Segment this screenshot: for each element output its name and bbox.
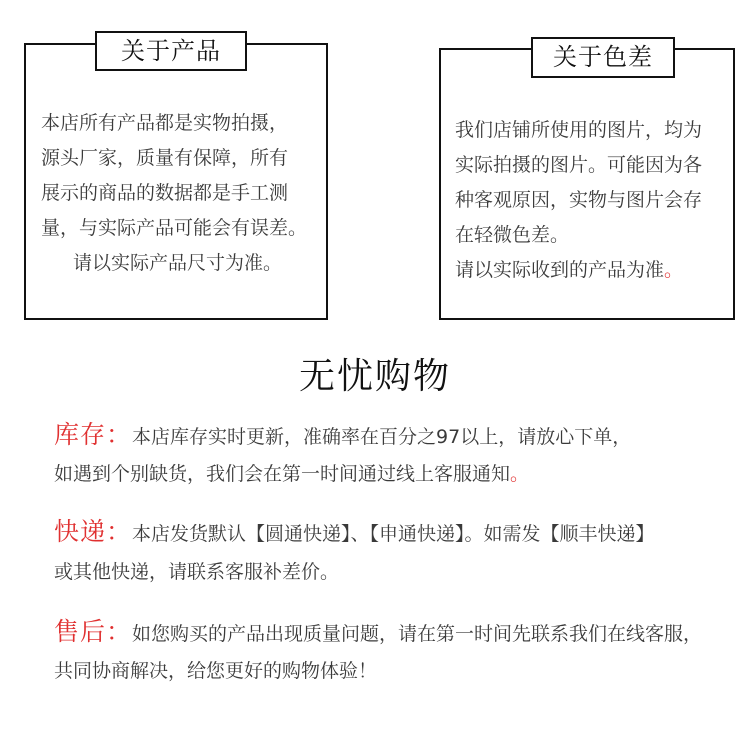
about-product-tag: 关于产品 (95, 31, 247, 71)
aftersale-section-line-1 (54, 612, 702, 648)
page-title: 无忧购物 (298, 356, 451, 397)
aftersale-section-line-2 (54, 656, 377, 683)
about-product-line: 本店所有产品都是实物拍摄， (41, 112, 289, 134)
stock-text-1: 本店库存实时更新，准确率在百分之97以上，请放心下单， (132, 426, 632, 448)
stock-heading: 库存： (54, 420, 133, 449)
aftersale-text-2: 共同协商解决，给您更好的购物体验！ (54, 660, 378, 682)
stock-section-line-1 (54, 415, 631, 451)
aftersale-heading: 售后： (54, 617, 133, 646)
stock-mark: 。 (510, 463, 530, 485)
about-color-line: 在轻微色差。 (455, 224, 570, 246)
about-product-line: 请以实际产品尺寸为准。 (73, 252, 283, 274)
about-product-line: 展示的商品的数据都是手工测 (41, 182, 289, 204)
aftersale-text-1: 如您购买的产品出现质量问题，请在第一时间先联系我们在线客服， (132, 623, 703, 645)
express-heading: 快递： (54, 517, 133, 546)
about-product-line: 量，与实际产品可能会有误差。 (41, 217, 308, 239)
express-section-line-1 (54, 512, 655, 548)
express-text-1: 本店发货默认【圆通快递】、【申通快递】。如需发【顺丰快递】 (132, 523, 655, 545)
about-color-line (455, 255, 683, 282)
about-color-tag: 关于色差 (531, 37, 675, 78)
stock-section-line-2 (54, 459, 529, 486)
about-color-line: 我们店铺所使用的图片，均为 (455, 119, 703, 141)
about-color-line: 种客观原因，实物与图片会存 (455, 189, 703, 211)
about-color-line: 实际拍摄的图片。可能因为各 (455, 154, 703, 176)
about-product-line: 源头厂家，质量有保障，所有 (41, 147, 289, 169)
stock-text-2: 如遇到个别缺货，我们会在第一时间通过线上客服通知 (54, 463, 511, 485)
express-section-line-2 (54, 557, 339, 584)
about-color-last-mark: 。 (664, 259, 684, 281)
about-color-last-text: 请以实际收到的产品为准 (455, 259, 665, 281)
express-text-2: 或其他快递，请联系客服补差价。 (54, 561, 340, 583)
